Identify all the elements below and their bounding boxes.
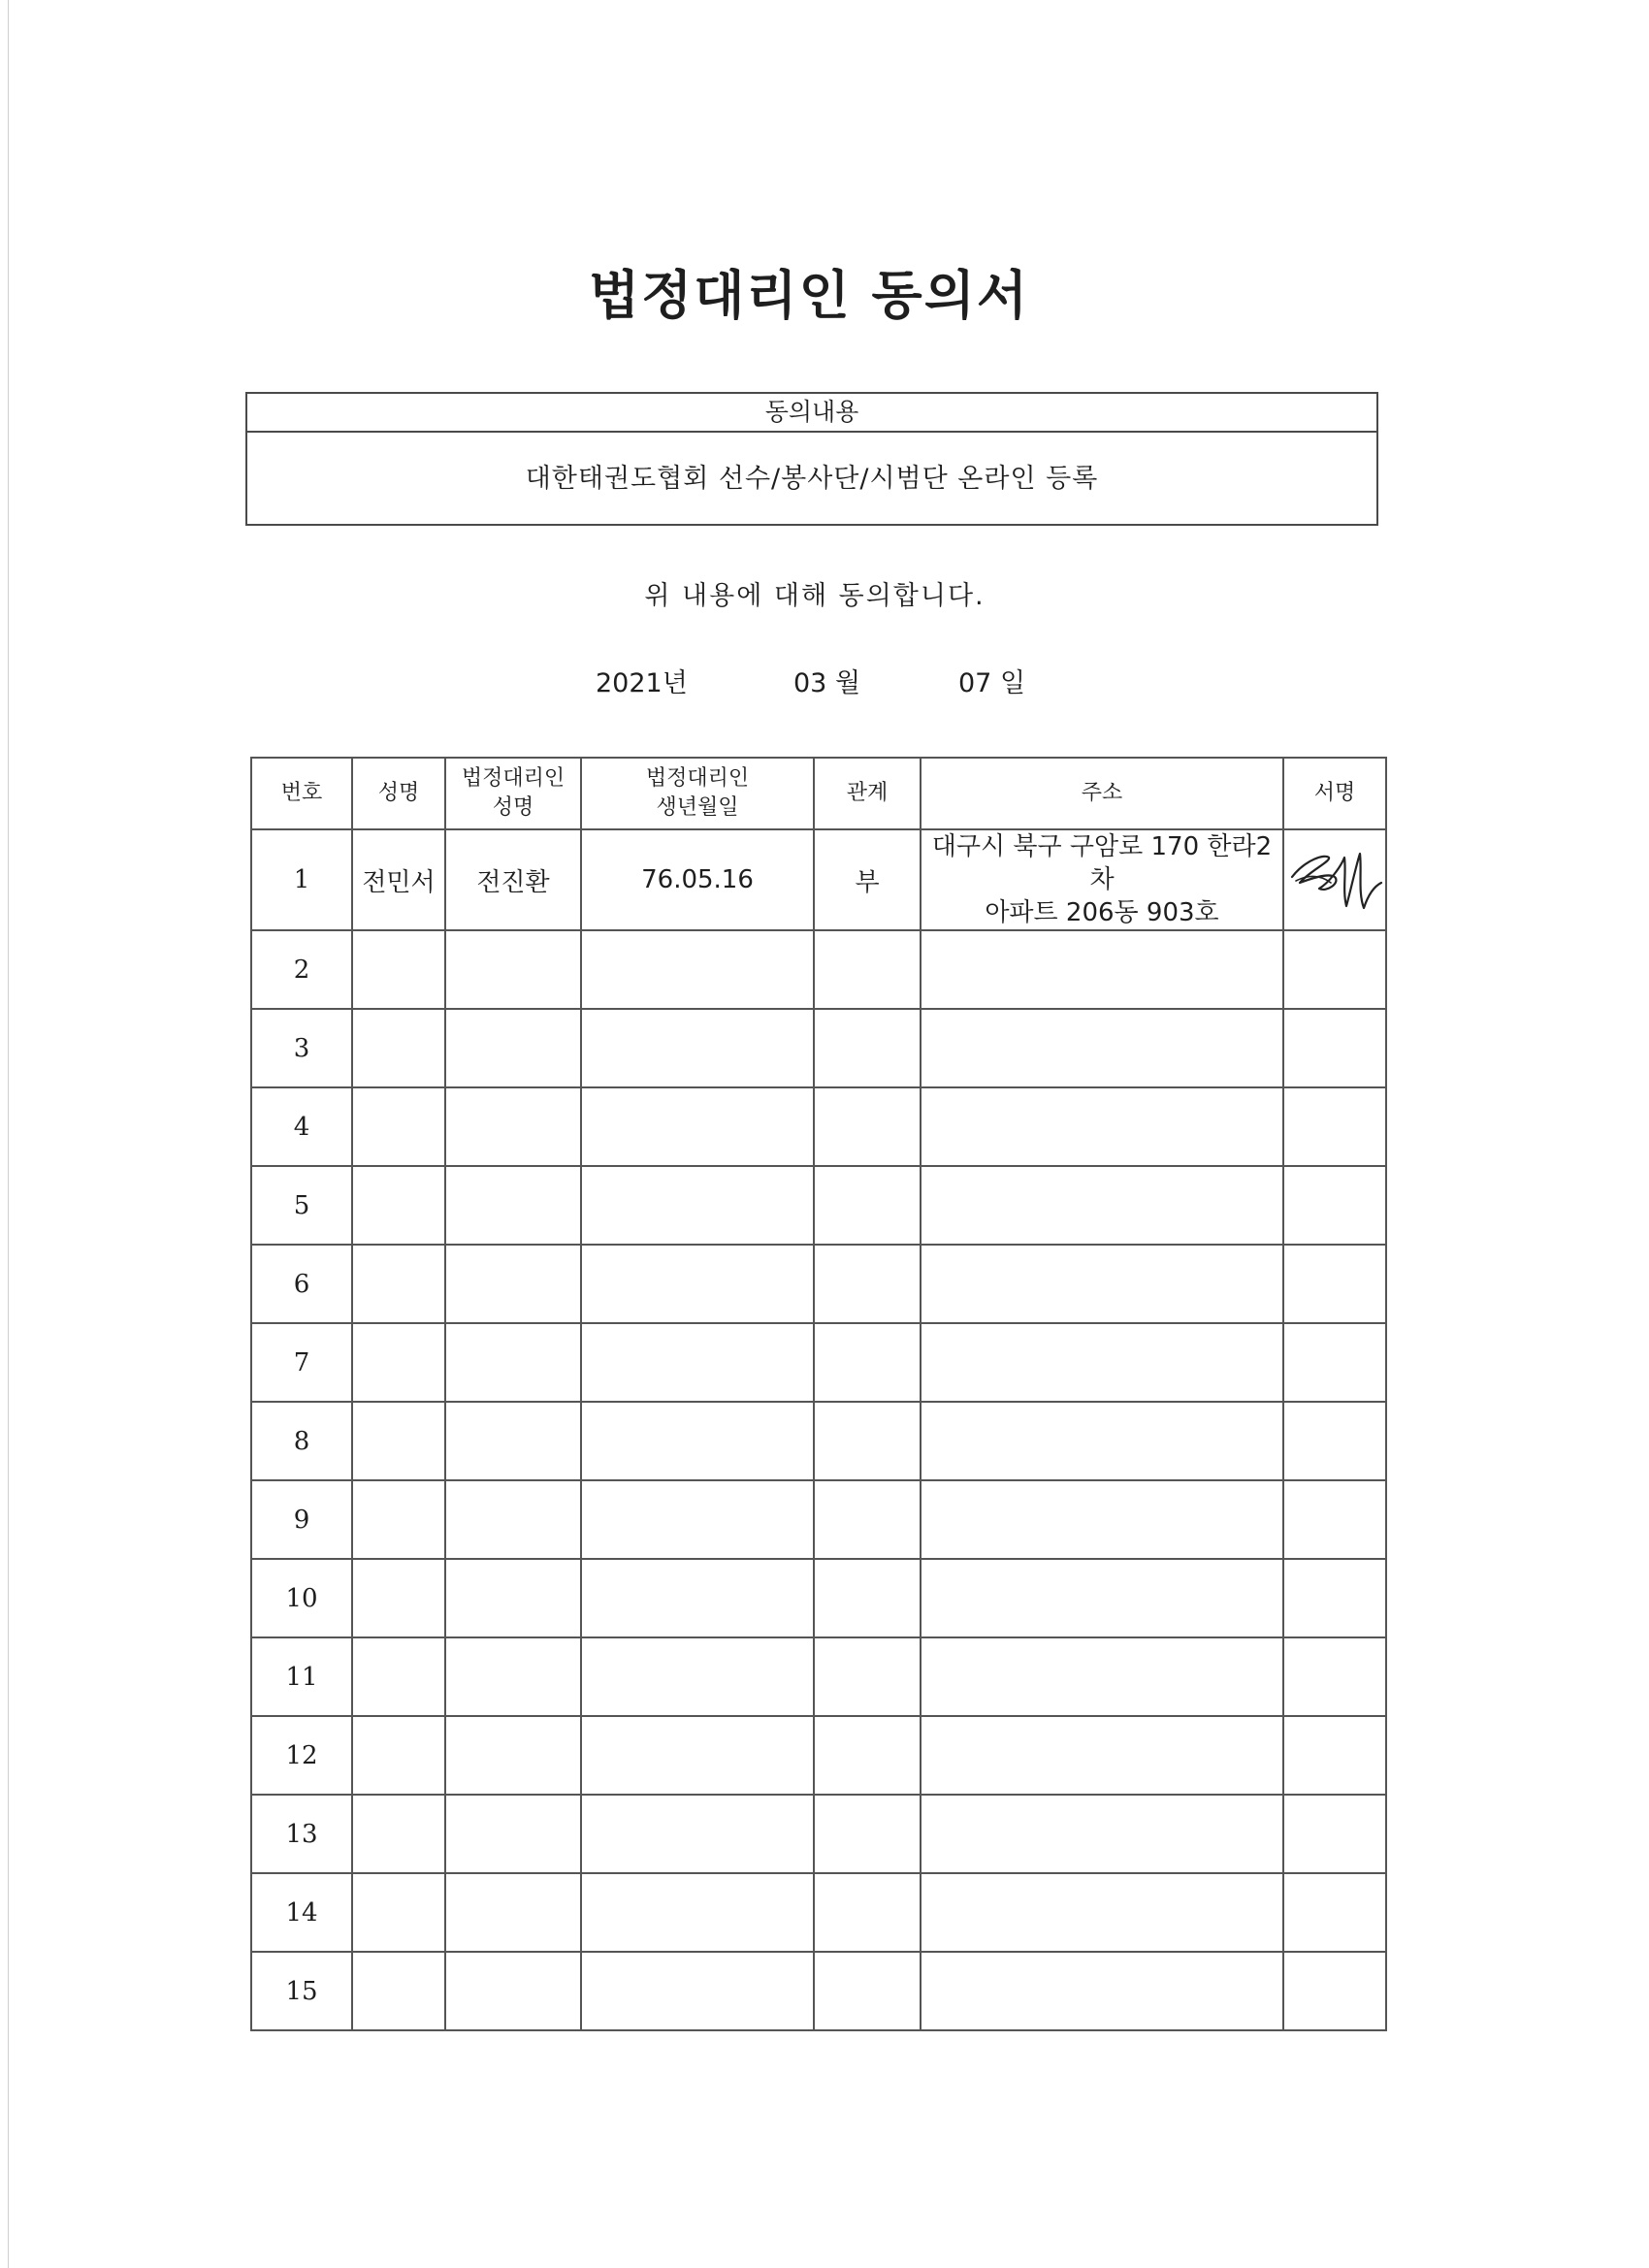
- row-number: 10: [251, 1559, 352, 1637]
- cell-address: [921, 1323, 1283, 1402]
- handwritten-signature-icon: [1286, 844, 1383, 916]
- cell-address: [921, 1952, 1283, 2030]
- cell-signature: [1283, 1795, 1386, 1873]
- cell-relation: 부: [814, 829, 921, 930]
- date-day: 07 일: [958, 668, 1026, 698]
- cell-rep-name: [445, 1009, 581, 1087]
- cell-address: [921, 1087, 1283, 1166]
- cell-signature: [1283, 1245, 1386, 1323]
- cell-rep-name: [445, 1087, 581, 1166]
- row-number: 1: [251, 829, 352, 930]
- row-number: 7: [251, 1323, 352, 1402]
- cell-rep-birth: [581, 1637, 814, 1716]
- cell-address: [921, 1009, 1283, 1087]
- cell-relation: [814, 1716, 921, 1795]
- row-number: 4: [251, 1087, 352, 1166]
- cell-name: [352, 1166, 445, 1245]
- cell-rep-birth: [581, 1952, 814, 2030]
- cell-name: [352, 1402, 445, 1480]
- cell-relation: [814, 930, 921, 1009]
- table-row: [251, 1637, 1386, 1716]
- cell-address: [921, 1716, 1283, 1795]
- cell-name: [352, 1873, 445, 1952]
- cell-rep-birth: [581, 1245, 814, 1323]
- cell-relation: [814, 1166, 921, 1245]
- table-row: [251, 1402, 1386, 1480]
- cell-rep-birth: [581, 1009, 814, 1087]
- cell-name: 전민서: [352, 829, 445, 930]
- row-number: 11: [251, 1637, 352, 1716]
- cell-rep-name: [445, 1795, 581, 1873]
- cell-rep-birth: [581, 1873, 814, 1952]
- table-row: [251, 930, 1386, 1009]
- cell-rep-name: [445, 1480, 581, 1559]
- cell-name: [352, 1716, 445, 1795]
- table-row: [251, 1245, 1386, 1323]
- consent-box: [245, 392, 1378, 526]
- cell-rep-name: [445, 930, 581, 1009]
- page-title: 법정대리인 동의서: [588, 264, 1030, 326]
- cell-relation: [814, 1952, 921, 2030]
- address-line: 아파트 206동 903호: [985, 898, 1219, 927]
- row-number: 8: [251, 1402, 352, 1480]
- row-number: 9: [251, 1480, 352, 1559]
- cell-name: [352, 1952, 445, 2030]
- cell-name: [352, 1637, 445, 1716]
- cell-rep-birth: [581, 1480, 814, 1559]
- cell-relation: [814, 1245, 921, 1323]
- table-row: [251, 1480, 1386, 1559]
- cell-address: [921, 1873, 1283, 1952]
- table-row: [251, 1166, 1386, 1245]
- cell-signature: [1283, 1952, 1386, 2030]
- table-row: [251, 1087, 1386, 1166]
- cell-signature: [1283, 1087, 1386, 1166]
- row-number: 12: [251, 1716, 352, 1795]
- cell-signature: [1283, 1166, 1386, 1245]
- cell-address: [921, 1559, 1283, 1637]
- row-number: 3: [251, 1009, 352, 1087]
- cell-rep-name: [445, 1402, 581, 1480]
- cell-rep-birth: [581, 1795, 814, 1873]
- cell-signature: [1283, 1637, 1386, 1716]
- cell-signature: [1283, 1559, 1386, 1637]
- cell-address: [921, 1245, 1283, 1323]
- consent-header: 동의내용: [247, 394, 1376, 433]
- header-rep-name-line1: 법정대리인: [461, 766, 566, 791]
- table-row: [251, 1559, 1386, 1637]
- cell-rep-name: [445, 1716, 581, 1795]
- table-row: [251, 829, 1386, 930]
- cell-rep-birth: [581, 1716, 814, 1795]
- header-address: 주소: [921, 758, 1283, 829]
- cell-name: [352, 1559, 445, 1637]
- cell-rep-name: [445, 1166, 581, 1245]
- table-row: [251, 1009, 1386, 1087]
- cell-address: [921, 829, 1283, 930]
- table-header-row: [251, 758, 1386, 829]
- cell-rep-name: [445, 1323, 581, 1402]
- cell-address: [921, 1480, 1283, 1559]
- row-number: 15: [251, 1952, 352, 2030]
- cell-rep-birth: [581, 1166, 814, 1245]
- cell-signature: [1283, 829, 1386, 930]
- cell-relation: [814, 1637, 921, 1716]
- cell-relation: [814, 1795, 921, 1873]
- cell-relation: [814, 1323, 921, 1402]
- cell-rep-birth: [581, 930, 814, 1009]
- row-number: 6: [251, 1245, 352, 1323]
- cell-signature: [1283, 1402, 1386, 1480]
- cell-relation: [814, 1402, 921, 1480]
- row-number: 14: [251, 1873, 352, 1952]
- cell-name: [352, 1480, 445, 1559]
- cell-signature: [1283, 1873, 1386, 1952]
- cell-relation: [814, 1480, 921, 1559]
- cell-name: [352, 1009, 445, 1087]
- header-rep-birth-line2: 생년월일: [656, 795, 739, 820]
- table-row: [251, 1323, 1386, 1402]
- header-name: 성명: [352, 758, 445, 829]
- table-row: [251, 1873, 1386, 1952]
- scan-edge-line: [8, 0, 9, 2268]
- header-rep-birth-line1: 법정대리인: [645, 766, 750, 791]
- header-rep-name-line2: 성명: [492, 795, 534, 820]
- cell-rep-name: [445, 1952, 581, 2030]
- cell-signature: [1283, 1716, 1386, 1795]
- header-signature: 서명: [1283, 758, 1386, 829]
- header-rep-name: [445, 758, 581, 829]
- cell-signature: [1283, 930, 1386, 1009]
- cell-rep-name: [445, 1245, 581, 1323]
- cell-rep-name: [445, 1559, 581, 1637]
- cell-rep-birth: [581, 1323, 814, 1402]
- cell-signature: [1283, 1480, 1386, 1559]
- cell-rep-name: [445, 1637, 581, 1716]
- address-line: 대구시 북구 구암로 170 한라2차: [931, 832, 1273, 894]
- cell-rep-name: 전진환: [445, 829, 581, 930]
- cell-relation: [814, 1873, 921, 1952]
- row-number: 13: [251, 1795, 352, 1873]
- cell-address: [921, 1402, 1283, 1480]
- cell-name: [352, 1323, 445, 1402]
- cell-signature: [1283, 1323, 1386, 1402]
- header-rep-birth: [581, 758, 814, 829]
- cell-address: [921, 1795, 1283, 1873]
- table-row: [251, 1952, 1386, 2030]
- cell-rep-birth: [581, 1402, 814, 1480]
- table-row: [251, 1795, 1386, 1873]
- cell-rep-birth: [581, 1087, 814, 1166]
- cell-address: [921, 930, 1283, 1009]
- date-year: 2021년: [596, 668, 688, 698]
- cell-name: [352, 1245, 445, 1323]
- cell-name: [352, 930, 445, 1009]
- consent-text: 대한태권도협회 선수/봉사단/시범단 온라인 등록: [525, 464, 1099, 494]
- agreement-statement: 위 내용에 대해 동의합니다.: [644, 581, 986, 611]
- cell-relation: [814, 1009, 921, 1087]
- cell-name: [352, 1795, 445, 1873]
- cell-relation: [814, 1087, 921, 1166]
- header-no: 번호: [251, 758, 352, 829]
- cell-signature: [1283, 1009, 1386, 1087]
- cell-rep-birth: [581, 1559, 814, 1637]
- cell-rep-birth: 76.05.16: [581, 829, 814, 930]
- row-number: 5: [251, 1166, 352, 1245]
- registration-table: [250, 757, 1387, 2031]
- cell-address: [921, 1637, 1283, 1716]
- cell-rep-name: [445, 1873, 581, 1952]
- row-number: 2: [251, 930, 352, 1009]
- cell-address: [921, 1166, 1283, 1245]
- table-row: [251, 1716, 1386, 1795]
- date-month: 03 월: [793, 668, 861, 698]
- cell-relation: [814, 1559, 921, 1637]
- cell-name: [352, 1087, 445, 1166]
- header-relation: 관계: [814, 758, 921, 829]
